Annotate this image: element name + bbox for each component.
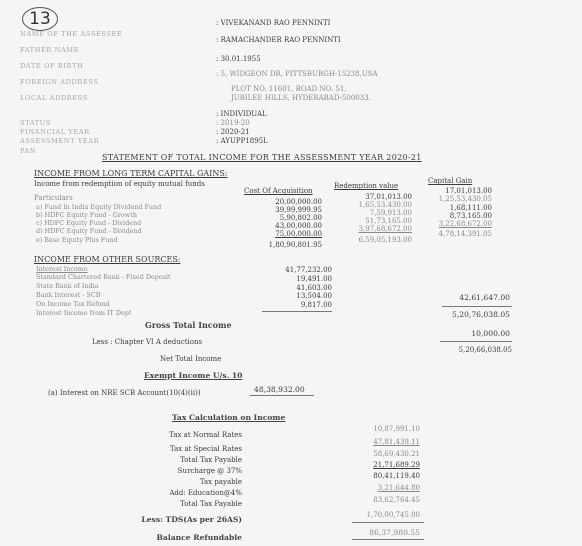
label-financial-year: FINANCIAL YEAR	[20, 128, 90, 136]
ltcg-heading: INCOME FROM LONG TERM CAPITAL GAINS:	[34, 169, 228, 178]
exempt-label: (a) Interest on NRE SCB Account(10(4)(ii))	[48, 389, 201, 397]
tax-heading: Tax Calculation on Income	[172, 413, 286, 422]
column-header-redemption: Redemption value	[334, 182, 399, 190]
value-financial-year: : 2019-20	[216, 119, 250, 127]
other-sources-value: 9,817.00	[300, 301, 332, 309]
tax-row-value: 47,81,439.11	[373, 438, 420, 446]
column-header-particulars: Particulars	[34, 194, 73, 202]
value-local-address-line2: JUBILEE HILLS, HYDERABAD-500033.	[231, 94, 371, 102]
ltcg-row-redemption: 1,65,53,430.00	[358, 201, 412, 209]
other-sources-value: 41,603.00	[296, 284, 332, 292]
ltcg-row-gain: 3,22,68,672.00	[438, 220, 492, 228]
tax-row-label: Balance Refundable	[156, 533, 242, 542]
tax-row-value: 1,70,00,745.00	[366, 511, 420, 519]
statement-title: STATEMENT OF TOTAL INCOME FOR THE ASSESSMENT YEAR 2020-21	[102, 153, 422, 162]
ltcg-row-gain: 17,01,013.00	[445, 187, 492, 195]
ltcg-row-cost: 5,90,802.00	[279, 214, 322, 222]
deductions-rule	[440, 341, 512, 342]
ltcg-row-gain: 1,68,111.00	[449, 204, 492, 212]
other-sources-value: 41,77,232.00	[285, 266, 332, 274]
value-foreign-address: : 5, WIDGEON DR, PITTSBURGH-15238,USA	[216, 70, 378, 78]
value-local-address-line1: PLOT NO. 11601, ROAD NO. 51,	[231, 85, 347, 93]
ltcg-row-gain: 8,73,165.00	[449, 212, 492, 220]
other-sources-label: Interest Income	[36, 265, 88, 273]
balance-rule	[352, 539, 424, 540]
page-number-badge: 13	[22, 7, 58, 31]
other-sources-value: 19,491.00	[296, 275, 332, 283]
label-date-of-birth: DATE OF BIRTH	[20, 62, 84, 70]
ltcg-total-redemption: 6,59,05,193.00	[358, 236, 412, 244]
ltcg-row-redemption: 37,01,013.00	[365, 193, 412, 201]
tax-row-label: Less: TDS(As per 26AS)	[141, 515, 242, 524]
other-sources-total: 42,61,647.00	[459, 293, 510, 302]
tax-row-value: 10,87,991.10	[373, 425, 420, 433]
label-assessment-year: ASSESSMENT YEAR	[20, 137, 100, 145]
ltcg-row-cost: 39,99,999.95	[275, 206, 322, 214]
ltcg-row-cost: 75,00,000.00	[275, 230, 322, 238]
value-status: : INDIVIDUAL	[216, 110, 267, 118]
exempt-value: 48,38,932.00	[254, 385, 305, 394]
tax-row-value: 86,37,980.55	[369, 528, 420, 537]
label-status: STATUS	[20, 119, 52, 127]
tax-row-label: Tax at Special Rates	[169, 445, 242, 453]
tds-rule	[352, 522, 424, 523]
ltcg-row-particular: b) HDFC Equity Fund - Growth	[36, 211, 137, 219]
ltcg-total-cost: 1,80,90,801.95	[268, 241, 322, 249]
tax-row-value: 80,41,119.40	[373, 472, 420, 480]
value-assessment-year: : 2020-21	[216, 128, 250, 136]
deductions-label: Less : Chapter VI A deductions	[92, 338, 203, 346]
exempt-rule	[250, 395, 314, 396]
gross-total-label: Gross Total Income	[145, 320, 232, 330]
other-sources-label: Bank Interest - SCB	[36, 291, 101, 299]
subtotal-rule	[262, 311, 332, 312]
ltcg-row-particular: e) Base Equity Plus Fund	[36, 236, 118, 244]
label-local-address: LOCAL ADDRESS	[20, 94, 88, 102]
ltcg-row-gain: 1,25,53,430.05	[438, 195, 492, 203]
value-date-of-birth: : 30.01.1955	[216, 55, 261, 63]
ltcg-row-redemption: 51,73,165.00	[365, 217, 412, 225]
column-header-capital-gain: Capital Gain	[428, 177, 473, 185]
ltcg-total-gain: 4,78,14,391.05	[438, 230, 492, 238]
label-foreign-address: FOREIGN ADDRESS	[20, 78, 99, 86]
other-sources-label: On Income Tax Refund	[36, 300, 110, 308]
other-sources-heading: INCOME FROM OTHER SOURCES:	[34, 255, 181, 264]
tax-row-value: 83,62,764.45	[373, 496, 420, 504]
tax-row-value: 3,21,644.80	[377, 484, 420, 492]
tax-row-value: 58,69,430.21	[373, 450, 420, 458]
ltcg-row-particular: d) HDFC Equity Fund - Dividend	[36, 227, 142, 235]
ltcg-row-cost: 43,00,000.00	[275, 222, 322, 230]
value-father-name: : RAMACHANDER RAO PENNINTI	[216, 36, 341, 44]
value-assessee-name: : VIVEKANAND RAO PENNINTI	[216, 19, 331, 27]
ltcg-row-redemption: 3,97,68,672.00	[358, 225, 412, 233]
label-name-of-assessee: NAME OF THE ASSESSEE	[20, 30, 123, 38]
ltcg-row-cost: 20,00,000.00	[275, 198, 322, 206]
other-sources-label: Interest Income from IT Dept	[36, 309, 132, 317]
ltcg-row-redemption: 7,59,913.00	[369, 209, 412, 217]
deductions-value: 10,000.00	[471, 329, 510, 338]
tax-row-label: Total Tax Payable	[180, 456, 242, 464]
other-sources-value: 13,504.00	[296, 292, 332, 300]
ltcg-row-particular: c) HDFC Equity Fund - Dividend	[36, 219, 142, 227]
label-pan: PAN	[20, 147, 37, 155]
tax-row-label: Total Tax Payable	[180, 500, 242, 508]
other-sources-label: Standard Chartered Bank - Fixed Deposit	[36, 273, 171, 281]
net-total-value: 5,20,66,038.05	[458, 346, 512, 354]
tax-row-label: Surcharge @ 37%	[177, 467, 242, 475]
gross-total-value: 5,20,76,038.05	[452, 310, 510, 319]
gain-total-rule	[442, 306, 512, 307]
column-header-cost: Cost Of Acquisition	[244, 187, 313, 195]
tax-row-label: Tax at Normal Rates	[169, 431, 242, 439]
tax-row-label: Add: Education@4%	[169, 489, 242, 497]
tax-row-value: 21,71,689.29	[373, 461, 420, 469]
ltcg-subheading: Income from redemption of equity mutual funds	[34, 180, 205, 188]
other-sources-label: State Bank of India	[36, 282, 99, 290]
exempt-heading: Exempt Income U/s. 10	[144, 371, 243, 380]
value-pan: : AYUPP1895L	[216, 137, 268, 145]
net-total-label: Net Total Income	[160, 355, 222, 363]
tax-row-label: Tax payable	[199, 478, 242, 486]
ltcg-row-particular: a) Fund In India Equity Dividend Fund	[36, 203, 162, 211]
label-father-name: FATHER NAME	[20, 46, 80, 54]
